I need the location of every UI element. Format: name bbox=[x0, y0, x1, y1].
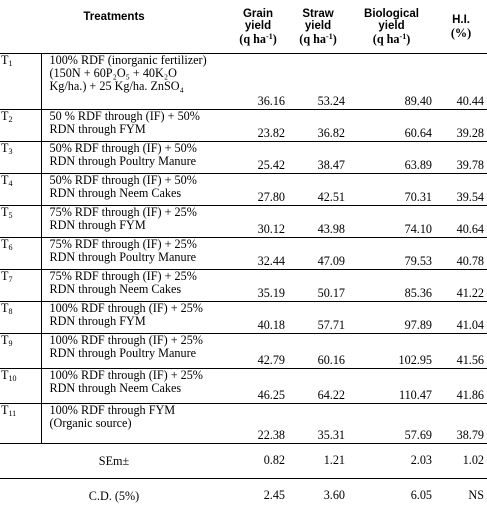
biological-yield-cell: 85.36 bbox=[348, 270, 435, 302]
biological-yield-cell: 74.10 bbox=[348, 206, 435, 238]
treatment-desc-line: 100% RDF through FYM bbox=[50, 404, 229, 417]
straw-yield-cell: 53.24 bbox=[288, 54, 348, 110]
harvest-index-cell: 40.78 bbox=[435, 238, 487, 270]
treatment-description bbox=[41, 302, 228, 334]
treatment-desc-line: 50% RDF through (IF) + 50% bbox=[50, 174, 229, 187]
straw-yield-cell: 3.60 bbox=[288, 479, 348, 513]
biological-yield-cell: 97.89 bbox=[348, 302, 435, 334]
harvest-index-cell: 39.28 bbox=[435, 110, 487, 142]
treatment-id: $T_1$ bbox=[0, 54, 41, 110]
summary-row bbox=[0, 444, 487, 479]
treatment-description bbox=[41, 110, 228, 142]
straw-yield-cell: 42.51 bbox=[288, 174, 348, 206]
treatment-id: $T_2$ bbox=[0, 110, 41, 142]
treatment-desc-line: RDN through Neem Cakes bbox=[50, 187, 229, 200]
treatment-id: $T_{10}$ bbox=[0, 369, 41, 404]
treatment-desc-line: RDN through Neem Cakes bbox=[50, 382, 229, 395]
harvest-index-cell: 40.44 bbox=[435, 54, 487, 110]
grain-yield-cell: 32.44 bbox=[228, 238, 288, 270]
treatment-desc-line: RDN through Poultry Manure bbox=[50, 155, 229, 168]
straw-yield-cell: 43.98 bbox=[288, 206, 348, 238]
grain-yield-cell: 46.25 bbox=[228, 369, 288, 404]
biological-yield-cell: 89.40 bbox=[348, 54, 435, 110]
grain-yield-cell: 40.18 bbox=[228, 302, 288, 334]
table-row bbox=[0, 270, 487, 302]
treatment-description bbox=[41, 174, 228, 206]
table-row bbox=[0, 110, 487, 142]
treatment-desc-line: 50% RDF through (IF) + 50% bbox=[50, 142, 229, 155]
biological-yield-cell: 110.47 bbox=[348, 369, 435, 404]
grain-yield-cell: 2.45 bbox=[228, 479, 288, 513]
summary-label: C.D. (5%) bbox=[0, 479, 228, 513]
treatment-desc-line: RDN through Poultry Manure bbox=[50, 347, 229, 360]
harvest-index-cell: NS bbox=[435, 479, 487, 513]
table-row bbox=[0, 54, 487, 110]
treatment-id: $T_6$ bbox=[0, 238, 41, 270]
harvest-index-cell: 40.64 bbox=[435, 206, 487, 238]
treatment-desc-line: 75% RDF through (IF) + 25% bbox=[50, 270, 229, 283]
treatment-desc-line: Kg/ha.) + 25 Kg/ha. ZnSO₄ bbox=[50, 80, 229, 93]
treatment-desc-line: RDN through Neem Cakes bbox=[50, 283, 229, 296]
straw-yield-cell: 38.47 bbox=[288, 142, 348, 174]
grain-yield-cell: 35.19 bbox=[228, 270, 288, 302]
straw-yield-cell: 36.82 bbox=[288, 110, 348, 142]
treatment-id: $T_4$ bbox=[0, 174, 41, 206]
straw-yield-cell: 50.17 bbox=[288, 270, 348, 302]
treatment-desc-line: (Organic source) bbox=[50, 417, 229, 430]
biological-yield-cell: 63.89 bbox=[348, 142, 435, 174]
treatment-desc-line: 100% RDF (inorganic fertilizer) bbox=[50, 54, 229, 67]
biological-yield-cell: 79.53 bbox=[348, 238, 435, 270]
header-harvest-index: H.I. (%) bbox=[435, 0, 487, 54]
treatment-desc-line: 100% RDF through (IF) + 25% bbox=[50, 334, 229, 347]
treatment-description bbox=[41, 270, 228, 302]
harvest-index-cell: 1.02 bbox=[435, 444, 487, 479]
table-row bbox=[0, 238, 487, 270]
treatment-id: $T_7$ bbox=[0, 270, 41, 302]
treatment-id: $T_5$ bbox=[0, 206, 41, 238]
grain-yield-cell: 36.16 bbox=[228, 54, 288, 110]
header-straw-yield: Straw yield (q $ha^{-1}$) bbox=[288, 0, 348, 54]
header-biological-yield: Biological yield (q $ha^{-1}$) bbox=[348, 0, 435, 54]
harvest-index-cell: 39.78 bbox=[435, 142, 487, 174]
grain-yield-cell: 0.82 bbox=[228, 444, 288, 479]
treatment-desc-line: 50 % RDF through (IF) + 50% bbox=[50, 110, 229, 123]
harvest-index-cell: 41.04 bbox=[435, 302, 487, 334]
summary-label: SEm± bbox=[0, 444, 228, 479]
treatment-description bbox=[41, 404, 228, 444]
table-row bbox=[0, 404, 487, 444]
treatment-id: $T_{11}$ bbox=[0, 404, 41, 444]
harvest-index-cell: 41.86 bbox=[435, 369, 487, 404]
header-grain-yield: Grain yield (q $ha^{-1}$) bbox=[228, 0, 288, 54]
treatment-desc-line: 75% RDF through (IF) + 25% bbox=[50, 238, 229, 251]
biological-yield-cell: 2.03 bbox=[348, 444, 435, 479]
straw-yield-cell: 60.16 bbox=[288, 334, 348, 369]
treatment-description bbox=[41, 238, 228, 270]
treatment-description bbox=[41, 334, 228, 369]
treatment-desc-line: 100% RDF through (IF) + 25% bbox=[50, 302, 229, 315]
harvest-index-cell: 41.56 bbox=[435, 334, 487, 369]
biological-yield-cell: 6.05 bbox=[348, 479, 435, 513]
table-row bbox=[0, 142, 487, 174]
treatment-id: $T_3$ bbox=[0, 142, 41, 174]
treatment-description bbox=[41, 369, 228, 404]
treatment-description bbox=[41, 54, 228, 110]
biological-yield-cell: 60.64 bbox=[348, 110, 435, 142]
table-row bbox=[0, 334, 487, 369]
treatment-desc-line: (150N + 60P₂O₅ + 40K₂O bbox=[50, 67, 229, 80]
harvest-index-cell: 41.22 bbox=[435, 270, 487, 302]
harvest-index-cell: 38.79 bbox=[435, 404, 487, 444]
treatment-desc-line: RDN through FYM bbox=[50, 315, 229, 328]
summary-row bbox=[0, 479, 487, 513]
header-treatments: Treatments bbox=[0, 0, 228, 54]
treatment-id: $T_8$ bbox=[0, 302, 41, 334]
grain-yield-cell: 42.79 bbox=[228, 334, 288, 369]
treatment-desc-line: RDN through FYM bbox=[50, 123, 229, 136]
treatment-description bbox=[41, 206, 228, 238]
biological-yield-cell: 70.31 bbox=[348, 174, 435, 206]
treatment-id: $T_9$ bbox=[0, 334, 41, 369]
grain-yield-cell: 30.12 bbox=[228, 206, 288, 238]
treatment-desc-line: 75% RDF through (IF) + 25% bbox=[50, 206, 229, 219]
straw-yield-cell: 35.31 bbox=[288, 404, 348, 444]
grain-yield-cell: 27.80 bbox=[228, 174, 288, 206]
treatment-desc-line: 100% RDF through (IF) + 25% bbox=[50, 369, 229, 382]
grain-yield-cell: 22.38 bbox=[228, 404, 288, 444]
biological-yield-cell: 57.69 bbox=[348, 404, 435, 444]
table-row bbox=[0, 302, 487, 334]
treatment-desc-line: RDN through Poultry Manure bbox=[50, 251, 229, 264]
straw-yield-cell: 1.21 bbox=[288, 444, 348, 479]
table-row bbox=[0, 369, 487, 404]
biological-yield-cell: 102.95 bbox=[348, 334, 435, 369]
table-row bbox=[0, 174, 487, 206]
treatment-desc-line: RDN through FYM bbox=[50, 219, 229, 232]
grain-yield-cell: 23.82 bbox=[228, 110, 288, 142]
header-row bbox=[0, 0, 487, 54]
table-row bbox=[0, 206, 487, 238]
treatment-description bbox=[41, 142, 228, 174]
straw-yield-cell: 64.22 bbox=[288, 369, 348, 404]
harvest-index-cell: 39.54 bbox=[435, 174, 487, 206]
straw-yield-cell: 47.09 bbox=[288, 238, 348, 270]
straw-yield-cell: 57.71 bbox=[288, 302, 348, 334]
grain-yield-cell: 25.42 bbox=[228, 142, 288, 174]
